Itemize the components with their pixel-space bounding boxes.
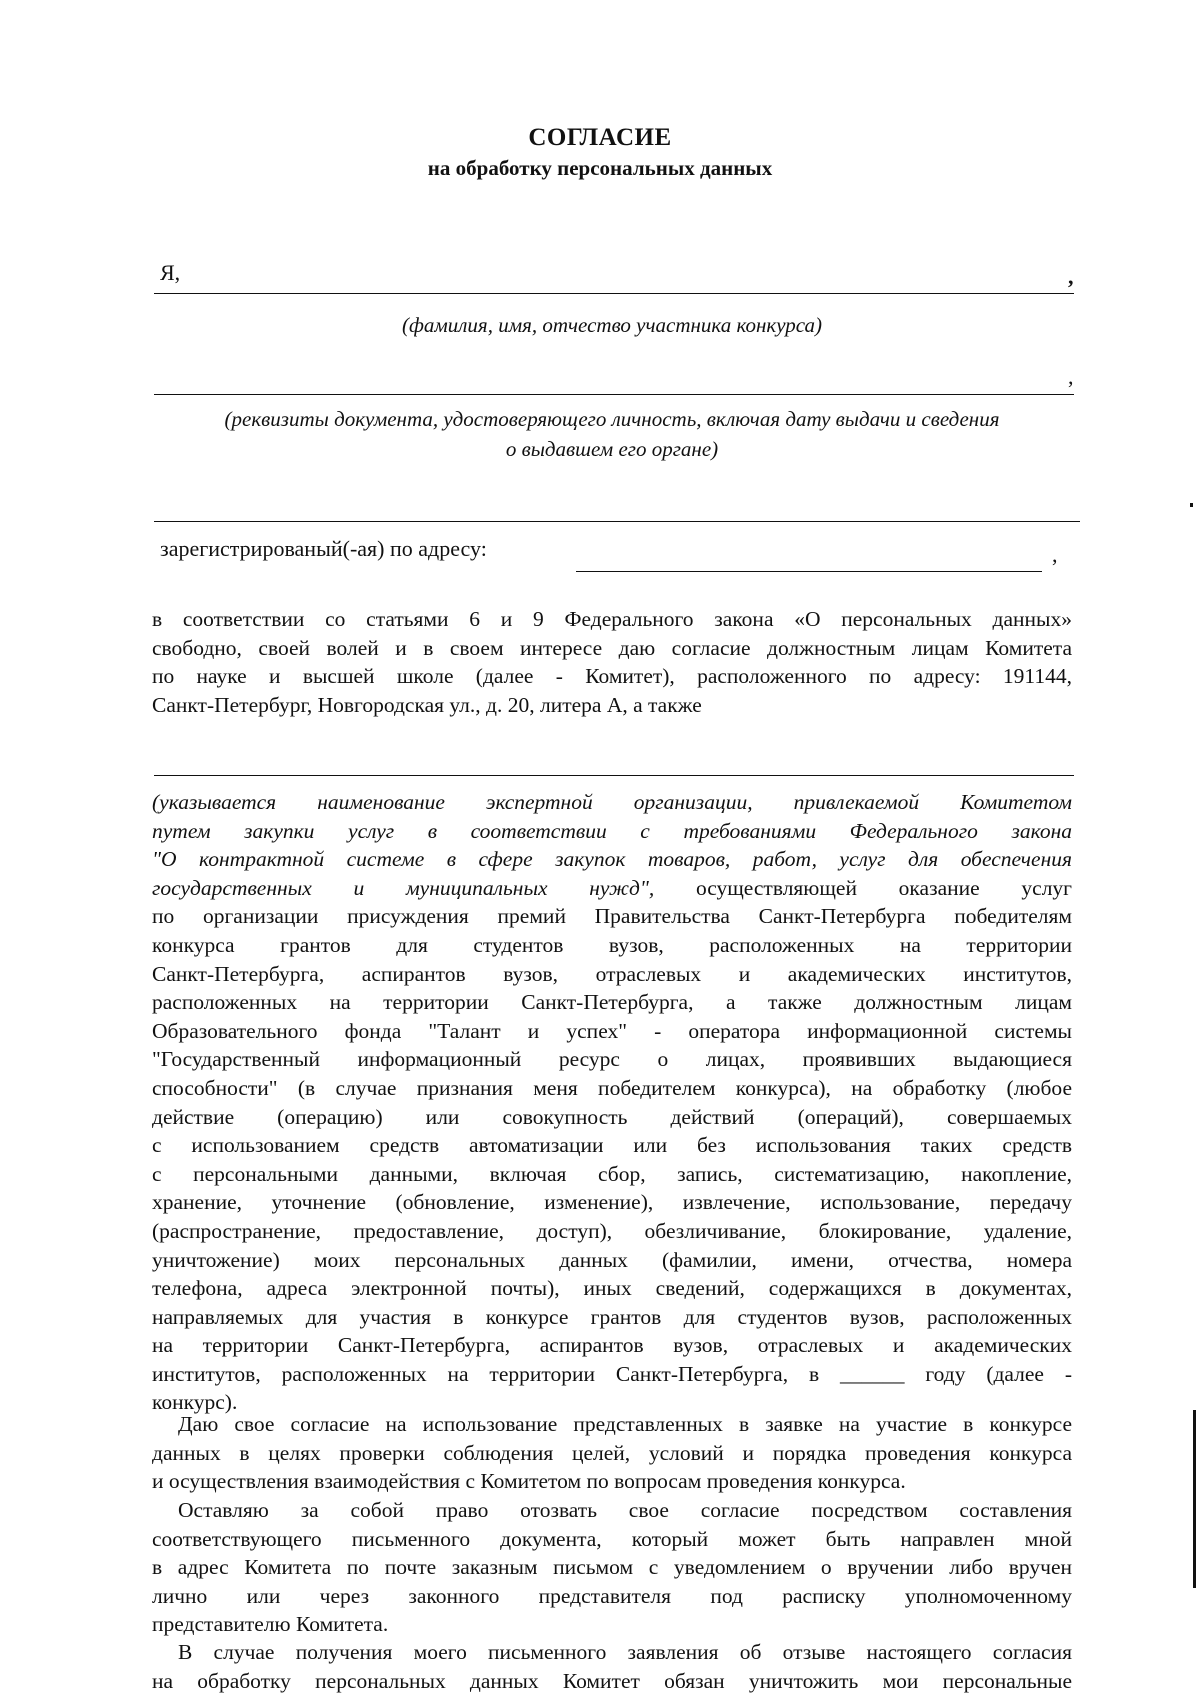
organization-underline	[154, 775, 1074, 776]
document-subtitle: на обработку персональных данных	[427, 156, 773, 180]
paragraph-destruction: В случае получения моего письменного заявления об отзыве настоящего согласия на обработку персональных данных Комитет обязан уничтожить мои персональные	[152, 1640, 1072, 1693]
fio-underline	[154, 293, 1074, 294]
field-i-label: Я,	[160, 260, 181, 285]
document-title: СОГЛАСИЕ	[528, 124, 672, 151]
address-underline	[576, 571, 1042, 572]
paragraph-processing: (указывается наименование экспертной организации, привлекаемой Комитетом путем закупки услуг в соответствии с требованиями Федерального закона "О контрактной системе в сфере закупок товаров, работ, услуг для обеспечения государственных и муниципальных нужд", осуществляющей оказание услуг по организации присуждения премий Правительства Санкт-Петербурга победителям конкурса грантов для студентов вузов, расположенных на территории Санкт-Петербурга, аспирантов вузов, отраслевых и академических институтов, расположенных на территории Санкт-Петербурга, а также должностным лицам Образовательного фонда "Талант и успех" - оператора информационной системы "Государственный информационный ресурс о лицах, проявивших выдающиеся способности" (в случае признания меня победителем конкурса), на обработку (любое действие (операцию) или совокупность действий (операций), совершаемых с использованием средств автоматизации или без использования таких средств с персональными данными, включая сбор, запись, систематизацию, накопление, хранение, уточнение (обновление, изменение), извлечение, использование, передачу (распространение, предоставление, доступ), обезличивание, блокирование, удаление, уничтожение) моих персональных данных (фамилии, имени, отчества, номера телефона, адреса электронной почты), иных сведений, содержащихся в документах, направляемых для участия в конкурсе грантов для студентов вузов, расположенных на территории Санкт-Петербурга, аспирантов вузов, отраслевых и академических институтов, расположенных на территории Санкт-Петербурга, в ______ году (далее - конкурс).	[152, 790, 1072, 1415]
document-underline	[154, 394, 1074, 395]
paragraph-usage-consent: Даю свое согласие на использование представленных в заявке на участие в конкурсе данных в целях проверки соблюдения целей, условий и порядка проведения конкурса и осуществления взаимодействия с Комитетом по вопросам проведения конкурса.	[152, 1412, 1072, 1494]
registered-label: зарегистрированый(-ая) по адресу:	[160, 536, 487, 561]
paragraph-withdrawal: Оставляю за собой право отозвать свое согласие посредством составления соответствующего письменного документа, который может быть направлен мной в адрес Комитета по почте заказным письмом с уведомлением о вручении либо вручен лично или через законного представителя под расписку уполномоченному представителю Комитета.	[152, 1498, 1072, 1637]
extra-underline	[154, 521, 1080, 522]
hint-document: (реквизиты документа, удостоверяющего личность, включая дату выдачи и сведения о выдавшем его органе)	[224, 407, 1000, 461]
comma-mark-2: ,	[1068, 364, 1074, 389]
scan-edge-mark	[1193, 1410, 1196, 1588]
comma-mark: ,	[1068, 264, 1074, 289]
scan-speck	[1190, 503, 1193, 507]
hint-fio: (фамилия, имя, отчество участника конкурса)	[401, 313, 823, 337]
paragraph-consent-intro: в соответствии со статьями 6 и 9 Федерального закона «О персональных данных» свободно, своей волей и в своем интересе даю согласие должностным лицам Комитета по науке и высшей школе (далее - Комитет), расположенного по адресу: 191144, Санкт-Петербург, Новгородская ул., д. 20, литера А, а также	[152, 607, 1072, 717]
comma-mark-3: ,	[1052, 542, 1058, 567]
